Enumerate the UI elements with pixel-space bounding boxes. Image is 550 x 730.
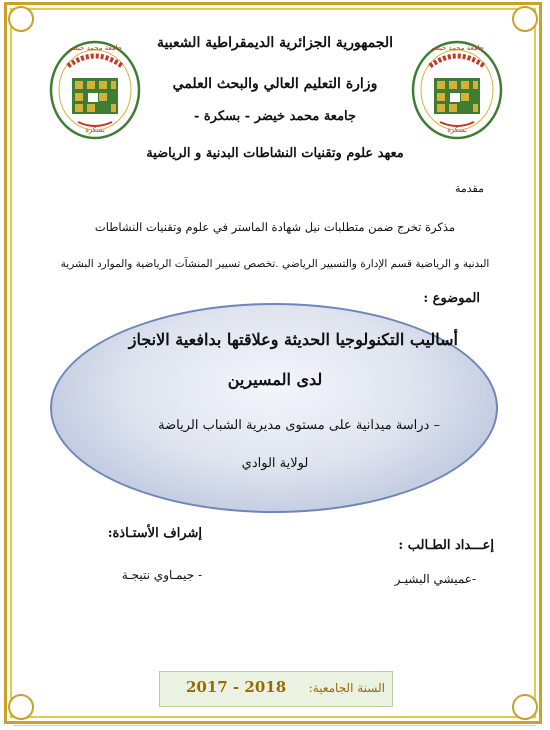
subject-title-line-2: لدى المسيرين <box>227 370 323 389</box>
intro-label: مقدمة <box>454 182 484 195</box>
institute-name: معهد علوم وتقنيات النشاطات البدنية و الرياضية <box>146 146 404 161</box>
university-name: جامعة محمد خيضر - بسكرة - <box>193 109 357 124</box>
corner-ornament <box>8 694 34 720</box>
ministry-title: وزارة التعليم العالي والبحث العلمي <box>172 76 378 92</box>
intro-line-2: البدنية و الرياضية قسم الإدارة والتسيير الرياضي .تخصص تسيير المنشآت الرياضية والموارد البشرية <box>60 258 490 270</box>
republic-title: الجمهورية الجزائرية الديمقراطية الشعبية <box>156 35 393 51</box>
corner-ornament <box>8 6 34 32</box>
supervisor-name: - جيمـاوي نتيجـة <box>121 568 202 582</box>
corner-ornament <box>512 694 538 720</box>
logo-left-text-top: جامعة محمد خيضر <box>67 44 123 52</box>
study-line-2: لولاية الوادي <box>241 456 309 471</box>
study-line-1: – دراسة ميدانية على مستوى مديرية الشباب الرياضة <box>158 418 440 433</box>
subject-title-line-1: أساليب التكنولوجيا الحديثة وعلاقتها بدافعية الانجاز <box>128 330 458 349</box>
bottom-divider <box>14 725 536 726</box>
subject-label: الموضوع : <box>423 291 480 306</box>
academic-year-value: 2017 - 2018 <box>186 678 287 696</box>
academic-year-label: السنة الجامعية: <box>308 681 385 695</box>
logo-right-text-top: جامعة محمد خيضر <box>429 44 485 52</box>
supervisor-label: إشراف الأستـاذة: <box>107 526 202 541</box>
logo-right-text-bottom: بسكرة <box>447 126 467 134</box>
logo-left-text-bottom: بسكرة <box>85 126 105 134</box>
student-name: -عميشي البشيـر <box>394 572 476 586</box>
corner-ornament <box>512 6 538 32</box>
student-label: إعـــداد الطـالب : <box>398 538 494 553</box>
intro-line-1: مذكرة تخرج ضمن متطلبات نيل شهادة الماستر في علوم وتقنيات النشاطات <box>94 220 456 234</box>
